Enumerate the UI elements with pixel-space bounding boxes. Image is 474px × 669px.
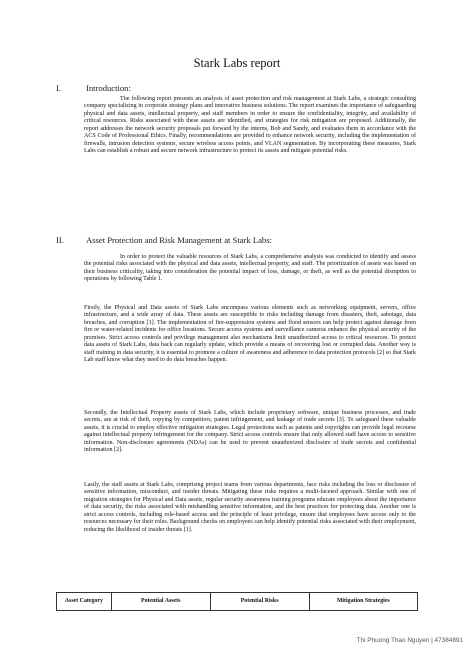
intro-paragraph: The following report presents an analysis of asset protection and risk management at Stark Labs, a strategic consulting company specializing in corporate strategy plans and innovative business solutions. The report examines the importance of safeguarding physical and data assets, intellectual property, and staff members in order to ensure the confidentiality, integrity, and availability of critical resources. Risks associated with these assets are identified, and strategies for risk mitigation are proposed. Additionally, the report addresses the network security proposals put forward by the interns, Bob and Sandy, and evaluates them in accordance with the ACS Code of Professional Ethics. Finally, recommendations are provided to enhance network security, including the implementation of firewalls, intrusion detection systems, secure wireless access points, and VLAN segmentation. By incorporating these measures, Stark Labs can establish a robust and secure network infrastructure to protect its assets and mitigate potential risks. [84, 96, 416, 155]
page-footer: Thi Phuong Thao Nguyen | 47384891 [356, 637, 463, 644]
header-asset-category: Asset Category [57, 593, 112, 611]
header-potential-assets: Potential Assets [111, 593, 210, 611]
section-title: Introduction: [86, 83, 131, 93]
asset-intro-paragraph: In order to protect the valuable resources of Stark Labs, a comprehensive analysis was conducted to identify and assess the potential risks associated with the physical and data assets, intellectual property, and staff. The prioritization of assets was based on their business criticality, taking into consideration the potential impact of loss, damage, or theft, as well as the potential disruption to operations by following Table 1. [84, 254, 416, 283]
intellectual-property-paragraph: Secondly, the Intellectual Property assets of Stark Labs, which include proprietary software, unique business processes, and trade secrets, are at risk of theft, copying by competitors, patent infringement, and leakage of trade secrets [3]. To safeguard these valuable assets, it is crucial to employ effective mitigation strategies. Legal protections such as patents and copyrights can provide legal recourse against intellectual property infringement for the company. Strict access controls ensure that only allowed staff have access to sensitive information. Non-disclosure agreements (NDAs) can be used to prevent unauthorized disclosure of trade secrets and confidential information [2]. [84, 410, 416, 454]
section-title: Asset Protection and Risk Management at Stark Labs: [86, 235, 272, 245]
assets-table [56, 592, 418, 611]
header-mitigation-strategies: Mitigation Strategies [309, 593, 417, 611]
staff-assets-paragraph: Lastly, the staff assets at Stark Labs, comprising project teams from various departments, face risks including the loss or disclosure of sensitive information, misconduct, and insider threats. Mitigating these risks requires a multi-faceted approach. Similar with one of migration strategies for Physical and Data assets, regular security awareness training programs educate employees about the importance of data security, the risks associated with mishandling sensitive information, and the best practices for protecting data. Another one is strict access controls, including role-based access and the principle of least privilege, ensure that employees have access only to the resources necessary for their roles. Background checks on employees can help identify potential risks associated with their employment, reducing the likelihood of insider threats [1]. [84, 482, 416, 533]
section-heading-asset-protection [56, 235, 272, 245]
section-heading-introduction [56, 83, 131, 93]
table-header-row [57, 593, 418, 611]
section-number: I. [56, 83, 62, 93]
section-number: II. [56, 235, 64, 245]
physical-data-assets-paragraph: Firstly, the Physical and Data assets of Stark Labs encompass various elements such as networking equipment, servers, office infrastructure, and a wide array of data. These assets are susceptible to risks including damage from disasters, theft, sabotage, data breaches, and corruption [1]. The implementation of fire-suppression systems and flood sensors can help protect against damage from fire or water-related incidents for office locations. Secure access systems and surveillance cameras enhance the physical security of the premises. Strict access controls and privilege management also mechanisms limit unauthorized access to critical resources. To protect data assets of Stark Labs, data back can regularly update, which provide a means of recovering lost or corrupted data. Another way is staff training in data security, it is essential to promote a culture of awareness and adherence to data protection protocols [2] so that Stark Lab staff know what they need to do data breaches happen. [84, 305, 416, 364]
document-title: Stark Labs report [193, 56, 281, 70]
header-potential-risks: Potential Risks [210, 593, 309, 611]
